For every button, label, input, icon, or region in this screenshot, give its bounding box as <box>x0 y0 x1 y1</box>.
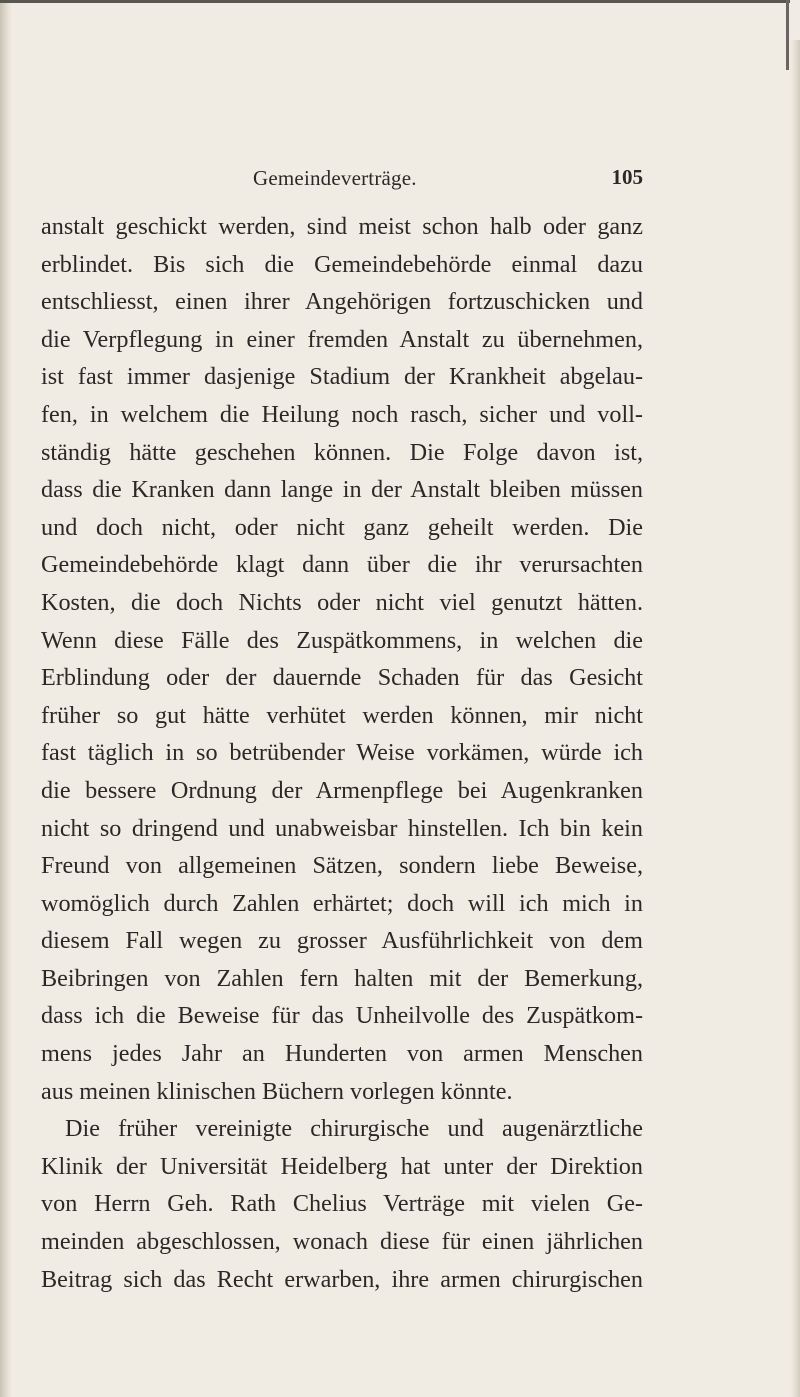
text-line: Die früher vereinigte chirurgische und augenärztliche <box>65 1115 643 1143</box>
text-line: die Verpflegung in einer fremden Anstalt zu übernehmen, <box>41 325 643 353</box>
text-line: fen, in welchem die Heilung noch rasch, sicher und voll- <box>41 400 643 428</box>
text-line: früher so gut hätte verhütet werden können, mir nicht <box>41 701 643 729</box>
text-line: Erblindung oder der dauernde Schaden für das Gesicht <box>41 664 643 692</box>
text-line: die bessere Ordnung der Armenpflege bei Augenkranken <box>41 776 643 804</box>
text-line: Beibringen von Zahlen fern halten mit der Bemerkung, <box>41 964 643 992</box>
top-rule <box>0 0 790 3</box>
running-head: Gemeindeverträge. <box>253 166 417 190</box>
text-line: Klinik der Universität Heidelberg hat unter der Direktion <box>41 1152 643 1180</box>
top-rule-corner <box>786 0 789 70</box>
text-line: aus meinen klinischen Büchern vorlegen könnte. <box>41 1077 513 1105</box>
text-line: meinden abgeschlossen, wonach diese für einen jährlichen <box>41 1228 643 1256</box>
text-line: fast täglich in so betrübender Weise vorkämen, würde ich <box>41 739 643 767</box>
text-line: dass die Kranken dann lange in der Anstalt bleiben müssen <box>41 476 643 504</box>
text-line: dass ich die Beweise für das Unheilvolle des Zuspätkom- <box>41 1002 643 1030</box>
text-body <box>41 208 643 1298</box>
text-line: Beitrag sich das Recht erwarben, ihre armen chirurgischen <box>41 1265 643 1293</box>
page-edge-left <box>0 0 12 1397</box>
text-line: womöglich durch Zahlen erhärtet; doch will ich mich in <box>41 889 643 917</box>
text-line: entschliesst, einen ihrer Angehörigen fortzuschicken und <box>41 288 643 316</box>
page-edge-right <box>790 40 800 1397</box>
text-line: diesem Fall wegen zu grosser Ausführlichkeit von dem <box>41 927 643 955</box>
text-line: ständig hätte geschehen können. Die Folge davon ist, <box>41 438 643 466</box>
text-line: von Herrn Geh. Rath Chelius Verträge mit vielen Ge- <box>41 1190 643 1218</box>
text-line: nicht so dringend und unabweisbar hinstellen. Ich bin kein <box>41 814 643 842</box>
text-line: und doch nicht, oder nicht ganz geheilt werden. Die <box>41 513 643 541</box>
text-line: anstalt geschickt werden, sind meist schon halb oder ganz <box>41 213 643 240</box>
text-line: mens jedes Jahr an Hunderten von armen Menschen <box>41 1040 643 1068</box>
text-line: Kosten, die doch Nichts oder nicht viel genutzt hätten. <box>41 588 643 616</box>
page-number: 105 <box>611 165 643 189</box>
text-line: Freund von allgemeinen Sätzen, sondern liebe Beweise, <box>41 852 643 880</box>
text-line: Gemeindebehörde klagt dann über die ihr verursachten <box>41 551 643 579</box>
page-header <box>253 166 643 196</box>
text-line: erblindet. Bis sich die Gemeindebehörde einmal dazu <box>41 250 643 278</box>
text-line: ist fast immer dasjenige Stadium der Krankheit abgelau- <box>41 363 643 391</box>
text-line: Wenn diese Fälle des Zuspätkommens, in welchen die <box>41 626 643 654</box>
